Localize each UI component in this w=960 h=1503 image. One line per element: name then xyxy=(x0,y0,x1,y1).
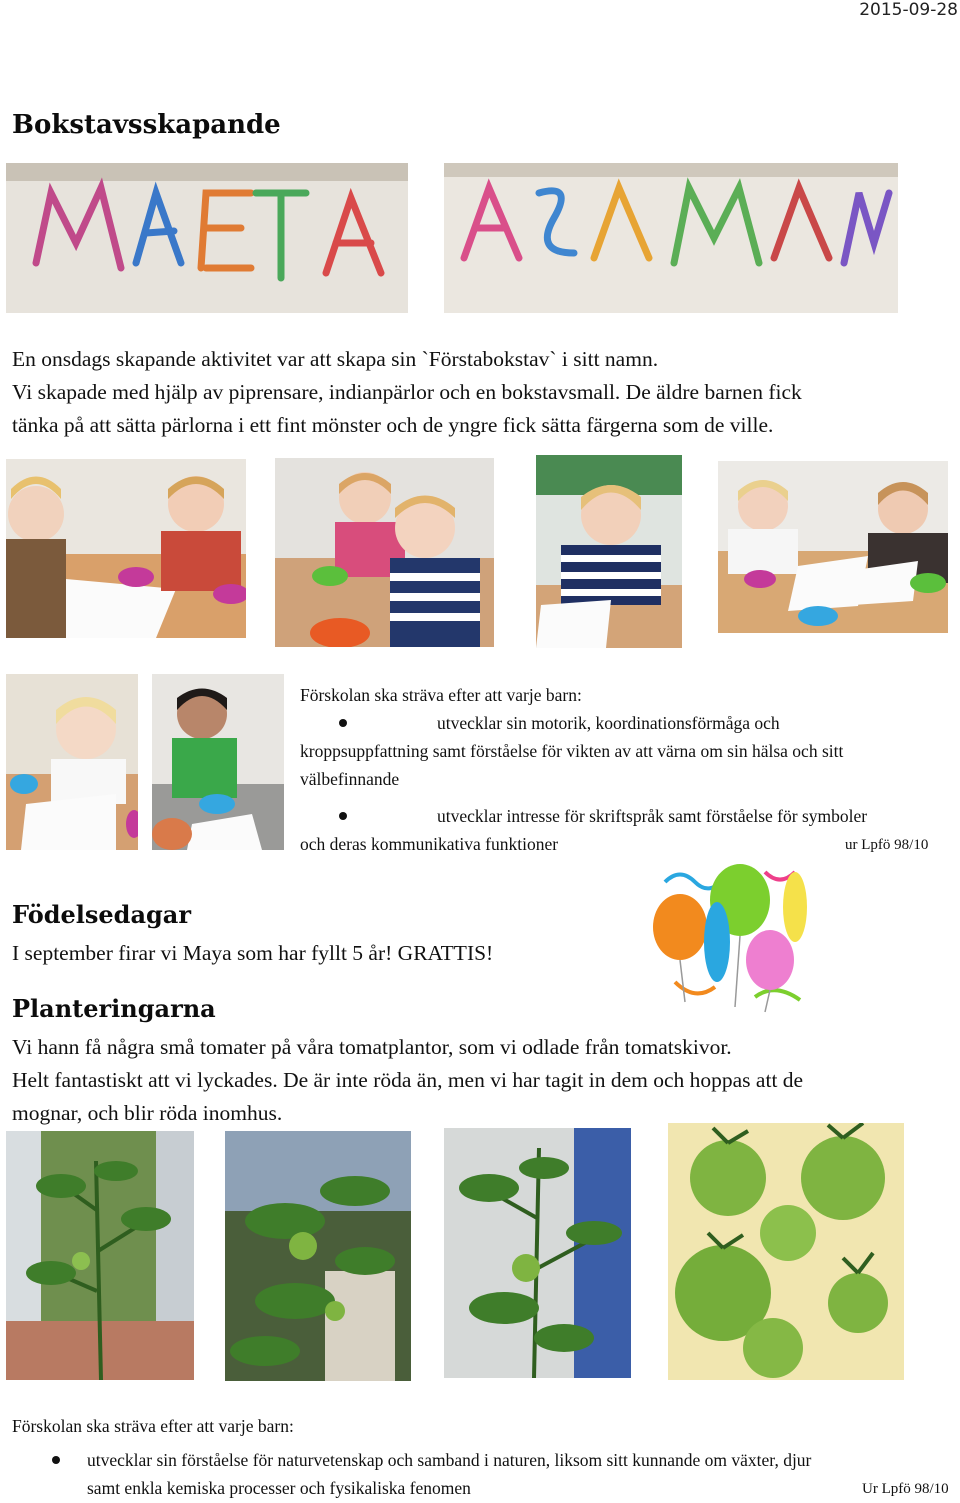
children-photo-5 xyxy=(6,674,138,850)
curriculum-reference: Ur Lpfö 98/10 xyxy=(862,1481,949,1497)
children-photo-3 xyxy=(536,455,682,648)
balloons-illustration xyxy=(645,862,815,1014)
curriculum-goals-1 xyxy=(300,681,960,858)
curriculum-item-text: utvecklar sin förståelse för naturvetenskap och samband i naturen, liksom sitt kunnande om växter, djur xyxy=(87,1450,812,1470)
birthday-text: I september firar vi Maya som har fyllt 5 år! GRATTIS! xyxy=(12,941,494,965)
curriculum-item xyxy=(300,709,960,737)
letters-photo-1 xyxy=(6,163,408,313)
curriculum-item-text: utvecklar sin motorik, koordinationsförmåga och xyxy=(437,713,780,733)
curriculum-item-text: och deras kommunikativa funktioner xyxy=(300,834,559,854)
section-title-birthdays: Födelsedagar xyxy=(12,900,191,929)
curriculum-item-text: välbefinnande xyxy=(300,769,400,789)
children-photo-1 xyxy=(6,459,246,638)
curriculum-intro: Förskolan ska sträva efter att varje barn: xyxy=(300,685,582,705)
letters-photo-2 xyxy=(444,163,898,313)
section-title-planting: Planteringarna xyxy=(12,994,216,1023)
curriculum-item xyxy=(300,802,960,830)
tomato-photo-4 xyxy=(668,1123,904,1380)
tomato-photo-3 xyxy=(444,1128,631,1378)
paragraph-line: Vi skapade med hjälp av piprensare, indianpärlor och en bokstavsmall. De äldre barnen fick xyxy=(12,380,802,404)
children-photo-6 xyxy=(152,674,284,850)
letters-paragraph xyxy=(12,343,952,442)
paragraph-line: Helt fantastiskt att vi lyckades. De är inte röda än, men vi har tagit in dem och hoppas att de xyxy=(12,1068,804,1092)
curriculum-item-last-line xyxy=(300,830,940,858)
curriculum-item-text: samt enkla kemiska processer och fysikaliska fenomen xyxy=(87,1478,471,1498)
paragraph-line: Vi hann få några små tomater på våra tomatplantor, som vi odlade från tomatskivor. xyxy=(12,1035,732,1059)
curriculum-item-text: utvecklar intresse för skriftspråk samt förståelse för symboler xyxy=(437,806,868,826)
planting-paragraph xyxy=(12,1031,952,1130)
bullet-icon xyxy=(52,1456,60,1464)
paragraph-line: tänka på att sätta pärlorna i ett fint mönster och de yngre fick sätta färgerna som de ville. xyxy=(12,413,774,437)
tomato-photo-1 xyxy=(6,1131,194,1380)
curriculum-item-last-line xyxy=(12,1474,960,1502)
bullet-icon xyxy=(339,812,347,820)
paragraph-line: mognar, och blir röda inomhus. xyxy=(12,1101,283,1125)
curriculum-reference: ur Lpfö 98/10 xyxy=(845,837,929,853)
document-date: 2015-09-28 xyxy=(859,0,958,20)
curriculum-item-text: kroppsuppfattning samt förståelse för vikten av att värna om sin hälsa och sitt xyxy=(300,741,844,761)
bullet-icon xyxy=(339,719,347,727)
curriculum-item xyxy=(12,1446,960,1474)
paragraph-line: En onsdags skapande aktivitet var att skapa sin `Förstabokstav` i sitt namn. xyxy=(12,347,659,371)
children-photo-2 xyxy=(275,458,494,647)
curriculum-intro: Förskolan ska sträva efter att varje barn: xyxy=(12,1416,294,1436)
tomato-photo-2 xyxy=(225,1131,411,1381)
section-title-letters: Bokstavsskapande xyxy=(12,110,281,140)
children-photo-4 xyxy=(718,461,948,633)
curriculum-goals-2 xyxy=(12,1412,960,1502)
